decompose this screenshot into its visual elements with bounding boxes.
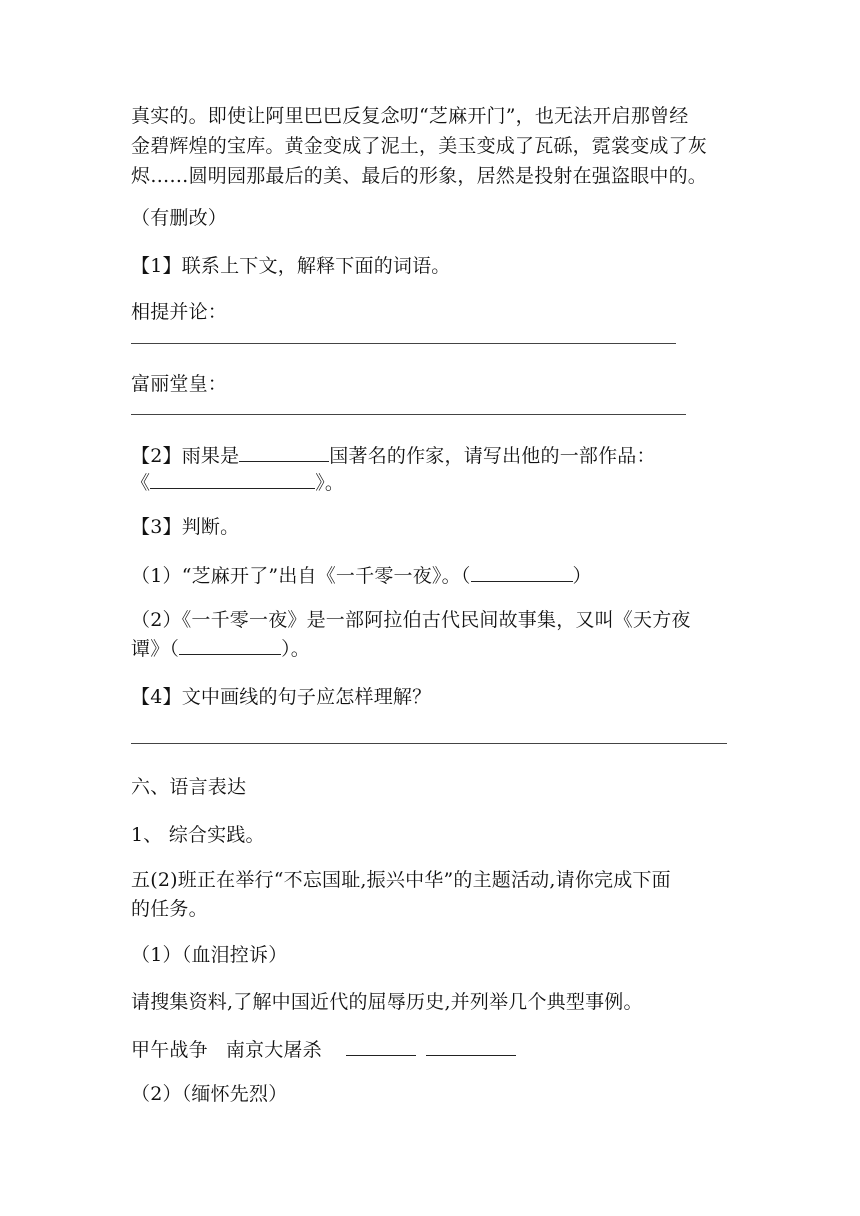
- question-3-prompt: 【3】判断。: [131, 516, 240, 538]
- open-title-mark: 《: [131, 472, 151, 494]
- example-event-2: 南京大屠杀: [225, 1039, 322, 1061]
- sub-task-2-heading: （2）（缅怀先烈）: [131, 1083, 288, 1105]
- answer-line-term-1[interactable]: [131, 343, 676, 344]
- term-label-1: 相提并论：: [131, 301, 228, 323]
- judgement-item-1-close: ）: [572, 565, 592, 587]
- judgement-blank-2[interactable]: [179, 636, 281, 655]
- example-events-line: [131, 1037, 516, 1062]
- section-6-heading: 六、语言表达: [131, 776, 247, 798]
- question-2-part-2: 国著名的作家，请写出他的一部作品：: [329, 445, 656, 467]
- judgement-item-2-line-2: [131, 636, 310, 661]
- passage-line-2: 金碧辉煌的宝库。黄金变成了泥土，美玉变成了瓦砾，霓裳变成了灰: [131, 135, 708, 157]
- work-title-blank[interactable]: [150, 470, 315, 489]
- sub-task-1-text: 请搜集资料,了解中国近代的屈辱历史,并列举几个典型事例。: [131, 991, 643, 1013]
- answer-line-term-2[interactable]: [131, 414, 686, 415]
- passage-line-1: 真实的。即使让阿里巴巴反复念叨“芝麻开门”，也无法开启那曾经: [131, 105, 689, 127]
- answer-line-question-4[interactable]: [131, 743, 727, 744]
- judgement-item-2-text: 谭》（: [131, 638, 180, 660]
- activity-intro-line-1: 五(2)班正在举行“不忘国耻,振兴中华”的主题活动,请你完成下面: [131, 869, 671, 891]
- question-2-line-2: [131, 470, 344, 495]
- judgement-item-1: [131, 563, 592, 588]
- judgement-item-2-line-1: （2）《一千零一夜》是一部阿拉伯古代民间故事集，又叫《天方夜: [131, 609, 691, 631]
- judgement-item-2-close: ）。: [281, 638, 311, 660]
- section-6-item-1: 1、 综合实践。: [131, 824, 265, 846]
- passage-line-3: 烬……圆明园那最后的美、最后的形象，居然是投射在强盗眼中的。: [131, 165, 708, 187]
- question-2-part-1: 【2】雨果是: [131, 445, 240, 467]
- question-2-line-1: [131, 443, 656, 468]
- close-title-mark: 》。: [315, 472, 345, 494]
- country-blank[interactable]: [239, 443, 329, 462]
- example-blank-2[interactable]: [426, 1037, 516, 1056]
- sub-task-1-heading: （1）（血泪控诉）: [131, 944, 288, 966]
- source-note: （有删改）: [131, 207, 228, 229]
- example-blank-1[interactable]: [346, 1037, 416, 1056]
- judgement-blank-1[interactable]: [471, 563, 573, 582]
- judgement-item-1-text: （1）“芝麻开了”出自《一千零一夜》。（: [131, 565, 471, 587]
- question-1-prompt: 【1】联系上下文，解释下面的词语。: [131, 255, 451, 277]
- term-label-2: 富丽堂皇：: [131, 373, 228, 395]
- activity-intro-line-2: 的任务。: [131, 898, 208, 920]
- example-event-1: 甲午战争: [131, 1039, 208, 1061]
- question-4-prompt: 【4】文中画线的句子应怎样理解？: [131, 686, 432, 708]
